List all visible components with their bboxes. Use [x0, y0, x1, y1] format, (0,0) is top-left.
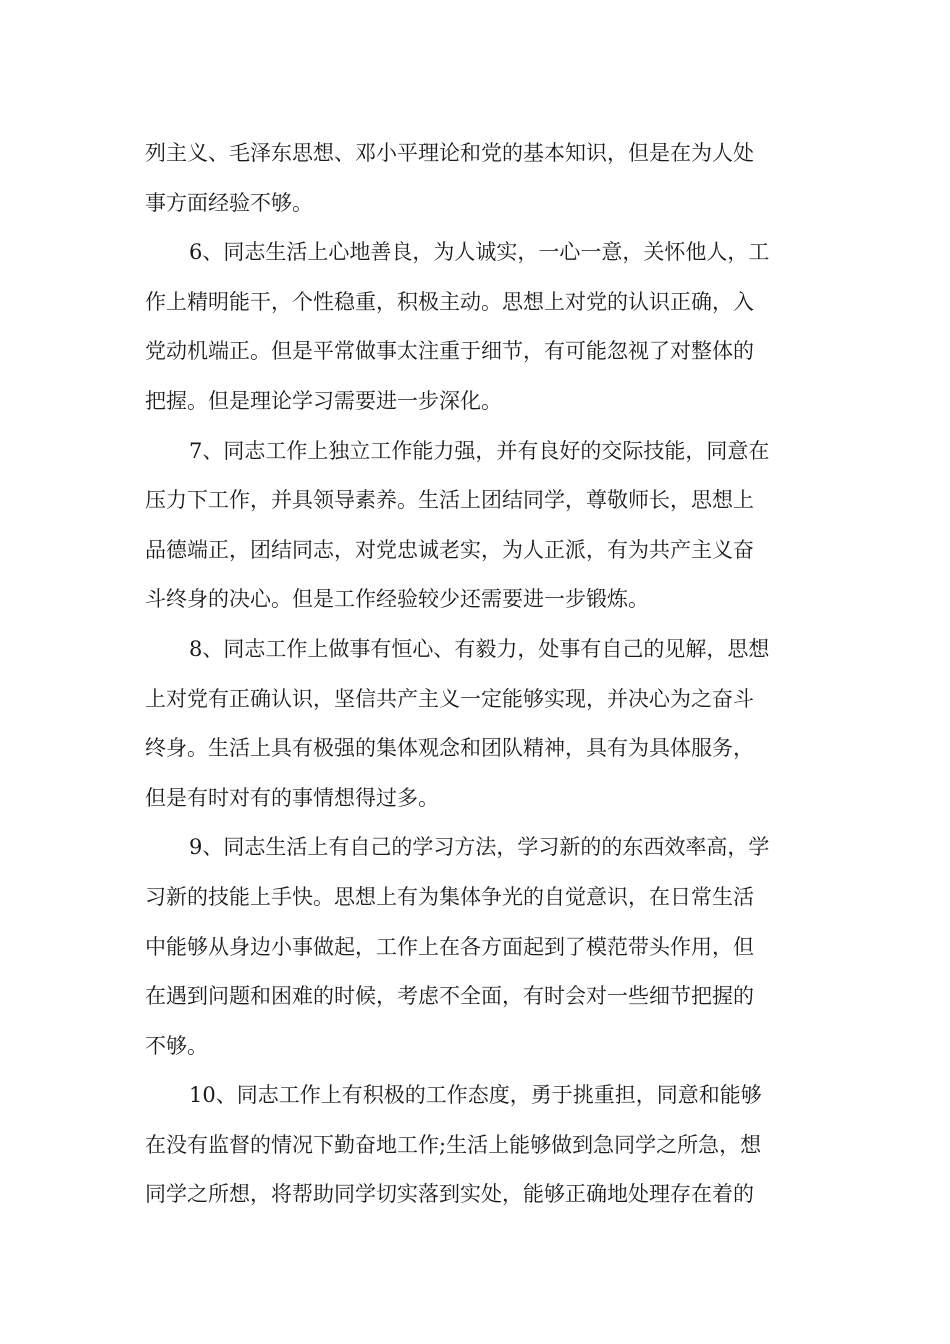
- paragraph-line: 品德端正，团结同志，对党忠诚老实，为人正派，有为共产主义奋: [145, 537, 754, 562]
- paragraph: [145, 228, 809, 426]
- paragraph-line: 在遇到问题和困难的时候，考虑不全面，有时会对一些细节把握的: [145, 984, 754, 1009]
- paragraph-line: 事方面经验不够。: [145, 190, 313, 215]
- paragraph-line: 上对党有正确认识，坚信共产主义一定能够实现，并决心为之奋斗: [145, 686, 754, 711]
- paragraph-line: 9、同志生活上有自己的学习方法，学习新的的东西效率高，学: [189, 835, 770, 860]
- paragraph-line: 6、同志生活上心地善良，为人诚实，一心一意，关怀他人，工: [189, 240, 770, 265]
- paragraph-line: 斗终身的决心。但是工作经验较少还需要进一步锻炼。: [145, 587, 649, 612]
- paragraph-line: 习新的技能上手快。思想上有为集体争光的自觉意识，在日常生活: [145, 884, 754, 909]
- paragraph-line: 列主义、毛泽东思想、邓小平理论和党的基本知识，但是在为人处: [145, 141, 754, 165]
- paragraph: [145, 427, 809, 625]
- paragraph-line: 同学之所想，将帮助同学切实落到实处，能够正确地处理存在着的: [145, 1182, 754, 1207]
- paragraph: [145, 129, 809, 228]
- document-body: [145, 129, 809, 1220]
- paragraph-line: 7、同志工作上独立工作能力强，并有良好的交际技能，同意在: [189, 438, 770, 463]
- paragraph-line: 党动机端正。但是平常做事太注重于细节，有可能忽视了对整体的: [145, 339, 754, 364]
- paragraph-line: 在没有监督的情况下勤奋地工作;生活上能够做到急同学之所急，想: [145, 1132, 762, 1157]
- paragraph-line: 压力下工作，并具领导素养。生活上团结同学，尊敬师长，思想上: [145, 488, 754, 513]
- paragraph-line: 中能够从身边小事做起，工作上在各方面起到了模范带头作用，但: [145, 934, 754, 959]
- paragraph: [145, 823, 809, 1071]
- paragraph-line: 把握。但是理论学习需要进一步深化。: [145, 388, 502, 413]
- paragraph: [145, 625, 809, 823]
- paragraph-line: 8、同志工作上做事有恒心、有毅力，处事有自己的见解，思想: [189, 636, 770, 661]
- paragraph-line: 终身。生活上具有极强的集体观念和团队精神，具有为具体服务，: [145, 736, 754, 761]
- paragraph-line: 作上精明能干，个性稳重，积极主动。思想上对党的认识正确，入: [145, 289, 754, 314]
- paragraph: [145, 1071, 809, 1220]
- paragraph-line: 不够。: [145, 1033, 208, 1058]
- paragraph-line: 但是有时对有的事情想得过多。: [145, 785, 439, 810]
- paragraph-line: 10、同志工作上有积极的工作态度，勇于挑重担，同意和能够: [189, 1083, 762, 1108]
